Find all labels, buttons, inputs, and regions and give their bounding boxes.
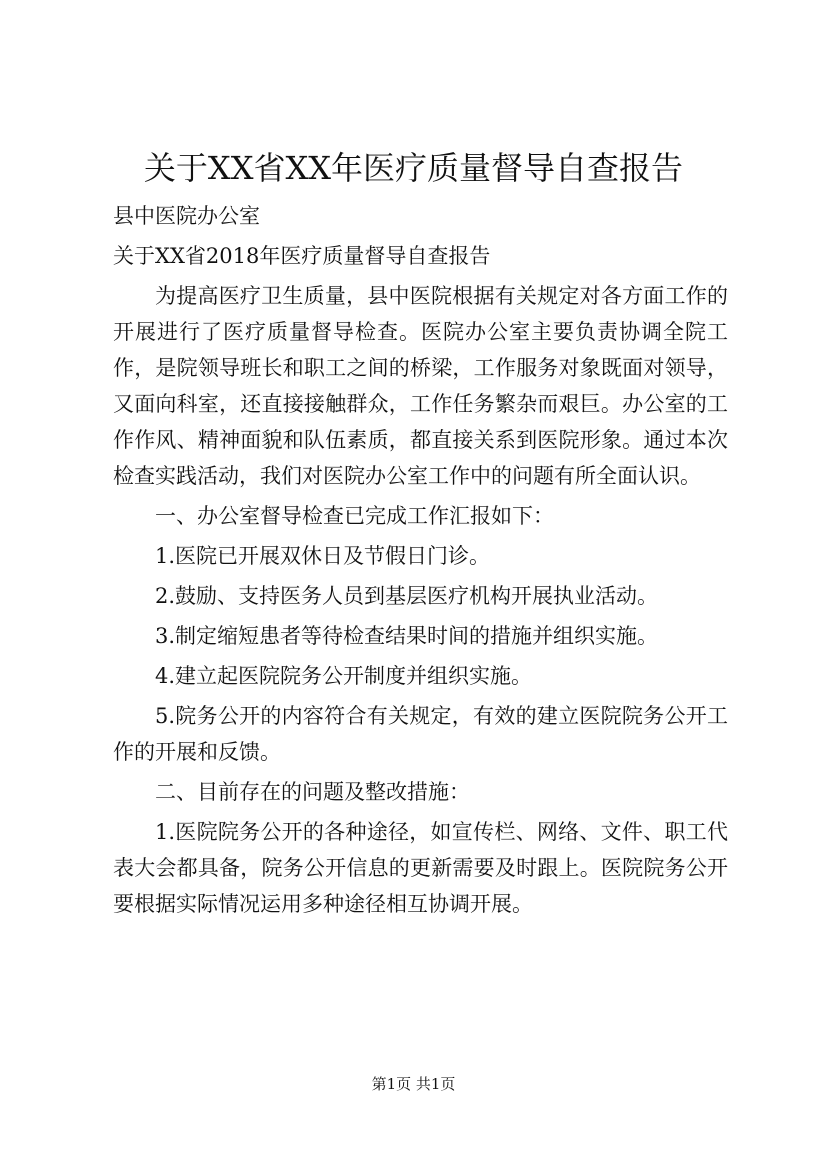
document-body [113, 198, 728, 926]
subtitle-line: 关于XX省2018年医疗质量督导自查报告 [113, 244, 491, 268]
document-title: 关于XX省XX年医疗质量督导自查报告 [143, 149, 684, 187]
section2-heading: 二、目前存在的问题及整改措施： [155, 780, 470, 804]
list-item: 1.医院已开展双休日及节假日门诊。 [155, 544, 491, 568]
section1-heading: 一、办公室督导检查已完成工作汇报如下： [155, 504, 554, 528]
intro-paragraph: 为提高医疗卫生质量，县中医院根据有关规定对各方面工作的开展进行了医疗质量督导检查。医院办公室主要负责协调全院工作，是院领导班长和职工之间的桥梁，工作服务对象既面对领导，又面向科室，还直接接触群众，工作任务繁杂而艰巨。办公室的工作作风、精神面貌和队伍素质，都直接关系到医院形象。通过本次检查实践活动，我们对医院办公室工作中的问题有所全面认识。 [113, 284, 728, 488]
department-line: 县中医院办公室 [113, 204, 260, 228]
list-item: 2.鼓励、支持医务人员到基层医疗机构开展执业活动。 [155, 584, 659, 608]
list-item: 4.建立起医院院务公开制度并组织实施。 [155, 664, 533, 688]
list-item: 1.医院院务公开的各种途径，如宣传栏、网络、文件、职工代表大会都具备，院务公开信息的更新需要及时跟上。医院院务公开要根据实际情况运用多种途径相互协调开展。 [113, 820, 728, 916]
list-item: 3.制定缩短患者等待检查结果时间的措施并组织实施。 [155, 624, 659, 648]
list-item: 5.院务公开的内容符合有关规定，有效的建立医院院务公开工作的开展和反馈。 [113, 704, 728, 764]
page-number: 第1页 共1页 [371, 1075, 456, 1093]
